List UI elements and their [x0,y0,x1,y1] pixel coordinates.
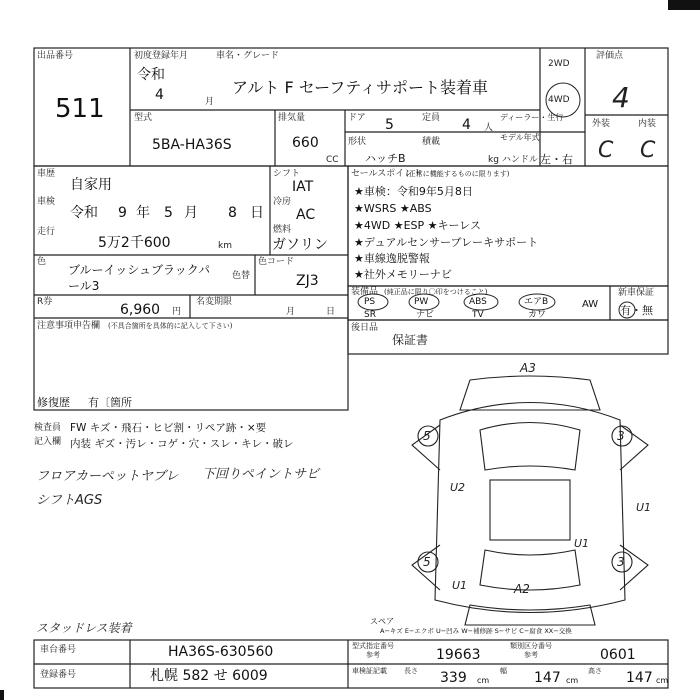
aircon-value: AC [296,207,316,223]
sales-point: ★車線逸脱警報 [354,252,430,265]
equipment-sub: (純正品に限り〇印をつけること) [384,288,488,296]
inspection-year: 9 [118,205,127,221]
notes-label: 注意事項申告欄 [37,321,101,331]
mileage-value: 5万2千600 [98,235,171,251]
type-code: 5BA-HA36S [152,137,232,153]
body-shape-label: 形状 [348,137,367,147]
color-value-1: ブルーイッシュブラックパ [68,263,211,277]
sales-point: ★車検：令和9年5月8日 [354,185,473,198]
equip-navi: ナビ [416,310,435,320]
exterior-grade: C [598,138,614,163]
ref-label-1: 参考 [366,651,380,659]
diagram-mark: 3 [617,429,625,443]
body-shape-value: ハッチB [365,152,406,165]
interior-grade: C [640,138,656,163]
interior-label: 内装 [638,119,657,129]
repair-history: 修復歴 [37,396,70,409]
length-label: 長さ [404,667,418,675]
inspection-era: 令和 [70,205,98,221]
dealer-label: ディーラー・生行 [500,113,564,122]
equip-pw: PW [414,297,429,307]
grade-label: 評価点 [596,51,624,61]
chassis-label: 車台番号 [40,645,77,655]
fuel-label: 燃料 [273,225,292,235]
height-value: 147 [626,670,653,686]
inspection-day-unit: 日 [250,205,264,221]
name-change-month: 月 [286,307,296,317]
mileage-label: 走行 [37,227,56,237]
warranty-value: 有・無 [620,304,653,317]
sales-sub: (正常に機能するものに限ります) [406,170,510,178]
inspector-label-2: 記入欄 [34,437,62,447]
diagram-mark: U1 [574,537,590,550]
drive-4wd: 4WD [548,95,570,105]
recycle-label: R券 [37,297,53,307]
equip-airbag: エアB [524,297,549,307]
doors-value: 5 [385,117,394,133]
inspection-day: 8 [228,205,237,221]
model-name: アルト F セーフティサポート装着車 [232,78,489,97]
aircon-label: 冷房 [273,197,292,207]
mileage-unit: km [218,241,232,251]
registration-month-unit: 月 [205,97,215,107]
class-number: 0601 [600,647,636,663]
inspection-month: 5 [164,205,173,221]
name-change-label: 名変期限 [196,297,233,307]
dims-label: 車検証記載 [352,667,387,675]
handwritten-note: シフトAGS [36,493,103,508]
notes-sub: (不具合箇所を具体的に記入して下さい) [108,322,233,330]
diagram-mark: A3 [520,361,536,375]
inspection-month-unit: 月 [184,205,198,221]
damage-legend: A−キズ E−エクボ U−凹み W−補修跡 S−サビ C−腐食 XX−交換 [380,627,572,635]
diagram-mark: 3 [617,555,625,569]
type-approval-number: 19663 [436,647,481,663]
type-approval-label: 型式指定番号 [352,642,394,650]
registration-year: 4 [155,87,164,103]
width-unit: cm [566,676,579,685]
color-code: ZJ3 [296,273,319,289]
handle-value: 左・右 [540,153,573,166]
capacity-value: 4 [462,117,471,133]
length-value: 339 [440,670,467,686]
plate-number: 札幌 582 せ 6009 [150,668,268,684]
after-value: 保証書 [392,333,429,347]
plate-label: 登録番号 [40,670,77,680]
lot-number: 511 [55,94,105,124]
diagram-mark: U1 [452,579,468,592]
load-unit: kg [488,155,499,165]
color-code-label: 色コード [258,257,295,267]
inspection-label: 車検 [37,197,56,207]
registration-label: 初度登録年月 [134,51,189,61]
equipment-label: 装備品 [351,287,379,297]
shift-value: IAT [292,179,314,195]
capacity-unit: 人 [484,123,494,133]
width-value: 147 [534,670,561,686]
model-label: 車名・グレード [216,51,280,61]
color-label: 色 [37,257,47,267]
doors-label: ドア [348,113,366,123]
ref-label-2: 参考 [524,651,538,659]
color-value-2: ール3 [68,279,100,293]
equip-aw: AW [582,299,599,310]
sales-point: ★デュアルセンサーブレーキサポート [354,236,539,249]
sales-point: ★WSRS ★ABS [354,202,432,215]
exterior-label: 外装 [592,119,611,129]
sales-point: ★4WD ★ESP ★キーレス [354,219,481,232]
repair-value: 有〔箇所 [88,396,132,409]
equip-sr: SR [364,310,376,320]
handwritten-note: フロアカーペットヤブレ [36,469,179,484]
registration-era: 令和 [137,67,165,83]
type-label: 型式 [134,113,153,123]
displacement-label: 排気量 [278,113,306,123]
name-change-day: 日 [326,307,336,317]
drive-2wd: 2WD [548,59,570,69]
sales-point: ★社外メモリーナビ [354,268,452,281]
spare-label: スペア [370,617,394,626]
after-label: 後日品 [351,323,379,333]
handle-label: ハンドル [502,155,539,165]
chassis-number: HA36S-630560 [168,644,274,660]
history-value: 自家用 [70,177,112,193]
displacement-value: 660 [292,135,319,151]
fuel-value: ガソリン [272,237,328,253]
color-change-label: 色替 [232,271,251,281]
diagram-mark: A2 [514,582,530,596]
diagram-mark: U2 [450,481,466,494]
equip-tv: TV [472,310,484,320]
recycle-value: 6,960 [120,302,161,318]
handwritten-note: スタッドレス装着 [36,621,132,635]
grade-score: 4 [612,81,630,114]
warranty-label: 新車保証 [618,288,655,298]
sales-label: セールスポイント [351,169,423,179]
equip-abs: ABS [469,297,487,307]
equip-leather: カワ [528,310,547,320]
diagram-mark: U1 [636,501,652,514]
class-label: 類別区分番号 [510,642,552,650]
capacity-label: 定員 [422,113,441,123]
length-unit: cm [477,676,490,685]
height-unit: cm [656,676,669,685]
diagram-mark: 5 [423,429,431,443]
height-label: 高さ [588,667,602,675]
handwritten-note: 下回りペイントサビ [202,467,320,482]
shift-label: シフト [273,169,301,179]
diagram-mark: 5 [423,555,431,569]
inspector-row-2: 内装 ギズ・汚レ・コゲ・穴・スレ・キレ・破レ [70,438,294,450]
load-label: 積載 [422,137,441,147]
equip-ps: PS [364,297,376,307]
model-year-label: モデル年式 [500,133,540,142]
lot-label: 出品番号 [37,51,74,61]
recycle-unit: 円 [172,307,182,317]
inspector-label-1: 検査員 [34,423,62,433]
displacement-unit: CC [326,155,339,165]
inspector-row-1: FW キズ・飛石・ヒビ割・リペア跡・×要 [70,422,267,434]
inspection-year-unit: 年 [136,205,150,221]
history-label: 車歴 [37,169,56,179]
width-label: 幅 [500,667,507,675]
